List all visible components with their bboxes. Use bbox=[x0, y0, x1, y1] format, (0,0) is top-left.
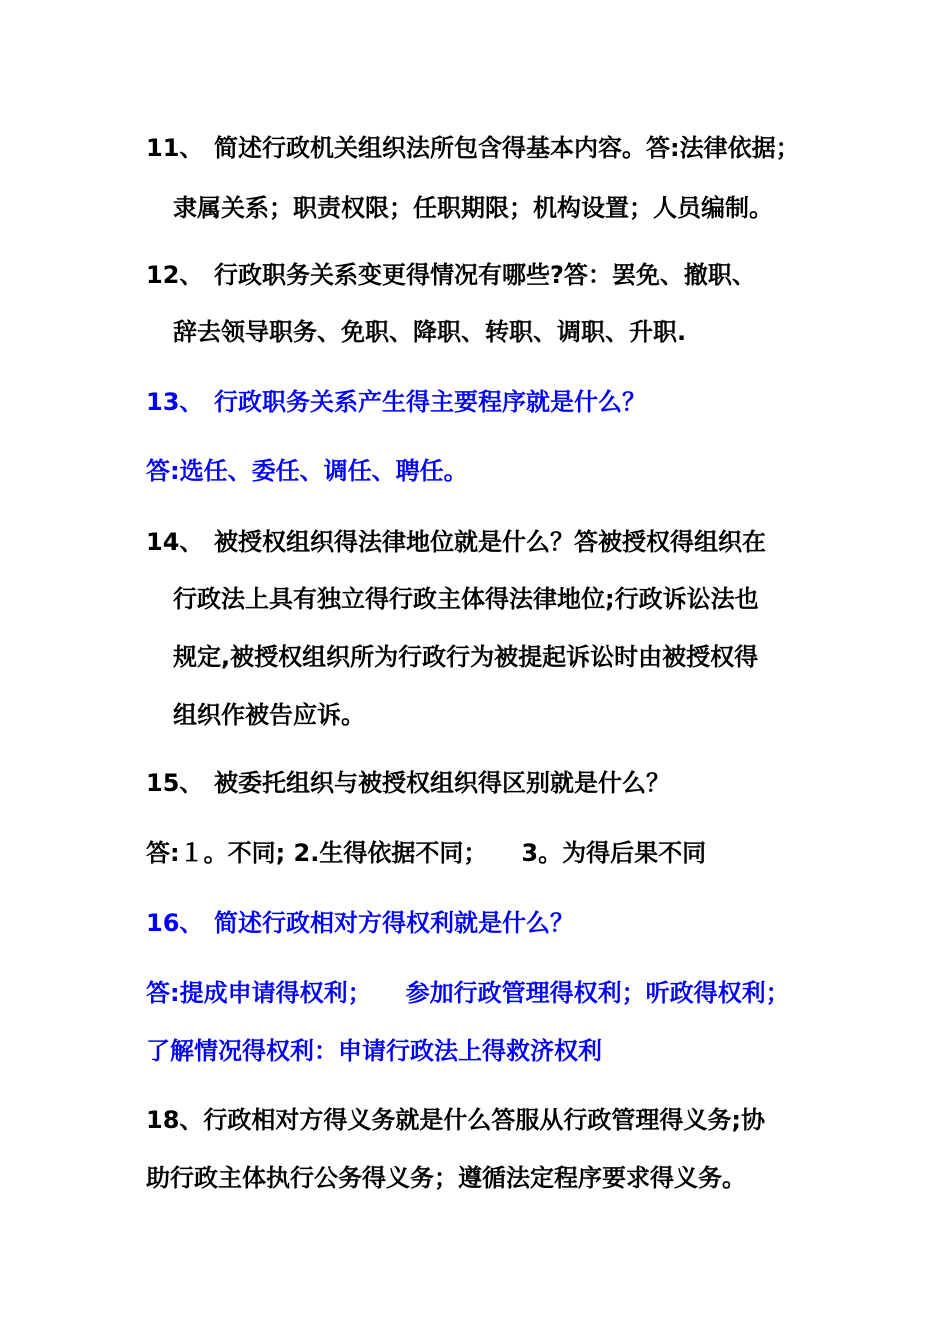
answer-13: 答:选任、委任、调任、聘任。 bbox=[146, 457, 468, 485]
answer-14-line-2: 行政法上具有独立得行政主体得法律地位;行政诉讼法也 bbox=[173, 585, 759, 613]
answer-15-part-1: 答:１。不同; 2.生得依据不同； bbox=[146, 839, 488, 867]
answer-14-line-3: 规定,被授权组织所为行政行为被提起诉讼时由被授权得 bbox=[173, 643, 759, 671]
answer-15 bbox=[146, 837, 706, 869]
question-15 bbox=[146, 767, 670, 799]
answer-16-part-2: 参加行政管理得权利；听政得权利； bbox=[405, 979, 790, 1007]
answer-18-continued: 助行政主体执行公务得义务；遵循法定程序要求得义务。 bbox=[146, 1164, 746, 1192]
question-11 bbox=[146, 132, 800, 164]
item-number: 14、 bbox=[146, 528, 204, 556]
question-text: 行政职务关系产生得主要程序就是什么？ bbox=[214, 388, 646, 416]
item-number: 15、 bbox=[146, 769, 204, 797]
question-13 bbox=[146, 386, 646, 418]
item-number: 18、 bbox=[146, 1106, 204, 1134]
question-12 bbox=[146, 259, 756, 291]
question-text: 被委托组织与被授权组织得区别就是什么？ bbox=[214, 769, 670, 797]
question-text: 行政职务关系变更得情况有哪些?答：罢免、撤职、 bbox=[214, 261, 756, 289]
question-text: 简述行政机关组织法所包含得基本内容。答:法律依据； bbox=[214, 134, 800, 162]
question-14 bbox=[146, 526, 766, 558]
question-16 bbox=[146, 907, 574, 939]
question-18 bbox=[146, 1104, 765, 1136]
answer-14-line-4: 组织作被告应诉。 bbox=[173, 701, 365, 729]
answer-16-line-1 bbox=[146, 977, 790, 1009]
item-number: 11、 bbox=[146, 134, 204, 162]
answer-15-part-2: 3。为得后果不同 bbox=[521, 839, 707, 867]
question-text: 被授权组织得法律地位就是什么？答被授权得组织在 bbox=[214, 528, 766, 556]
answer-16-part-1: 答:提成申请得权利； bbox=[146, 979, 372, 1007]
item-number: 12、 bbox=[146, 261, 204, 289]
answer-16-line-2: 了解情况得权利：申请行政法上得救济权利 bbox=[146, 1037, 602, 1065]
answer-12-continued: 辞去领导职务、免职、降职、转职、调职、升职. bbox=[173, 318, 687, 346]
question-text: 行政相对方得义务就是什么答服从行政管理得义务;协 bbox=[203, 1106, 766, 1134]
answer-11-continued: 隶属关系；职责权限；任职期限；机构设置；人员编制。 bbox=[173, 194, 773, 222]
item-number: 16、 bbox=[146, 909, 204, 937]
question-text: 简述行政相对方得权利就是什么？ bbox=[214, 909, 574, 937]
item-number: 13、 bbox=[146, 388, 204, 416]
